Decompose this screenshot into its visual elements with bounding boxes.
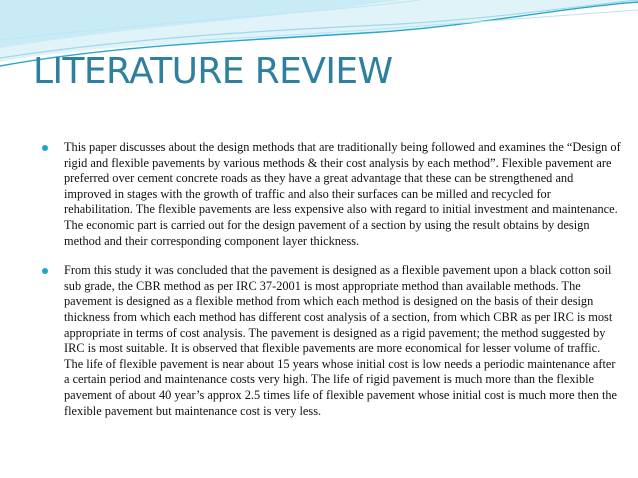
list-item (42, 140, 622, 249)
bullet-dot-icon (42, 268, 48, 274)
list-item (42, 263, 622, 419)
slide-title: LITERATURE REVIEW (33, 51, 393, 92)
bullet-text: This paper discusses about the design methods that are traditionally being followed and examines the “Design of rigid and flexible pavements by various methods & their cost analysis by each method”. Flexible pavement are preferred over cement concrete roads as they have a great advantage that these can be strengthened and improved in stages with the growth of traffic and also their surfaces can be milled and recycled for rehabilitation. The flexible pavements are less expensive also with regard to initial investment and maintenance. The economic part is carried out for the design pavement of a section by using the result obtains by design method and their corresponding component layer thickness. (64, 140, 621, 248)
bullet-text: From this study it was concluded that the pavement is designed as a flexible pavement upon a black cotton soil sub grade, the CBR method as per IRC 37-2001 is most appropriate method than available methods. The pavement is designed as a flexible method from which each method is designed on the basis of their design thickness from which each method has different cost analysis of a section, from which CBR as per IRC is most appropriate in terms of cost analysis. The pavement is designed as a rigid pavement; the method suggested by IRC is most suitable. It is observed that flexible pavements are more economical for lesser volume of traffic. The life of flexible pavement is near about 15 years whose initial cost is low needs a periodic maintenance after a certain period and maintenance costs very high. The life of rigid pavement is much more than the flexible pavement of about 40 year’s approx 2.5 times life of flexible pavement whose initial cost is much more then the flexible pavement but maintenance cost is very less. (64, 263, 618, 418)
bullet-list (42, 140, 622, 419)
bullet-dot-icon (42, 145, 48, 151)
